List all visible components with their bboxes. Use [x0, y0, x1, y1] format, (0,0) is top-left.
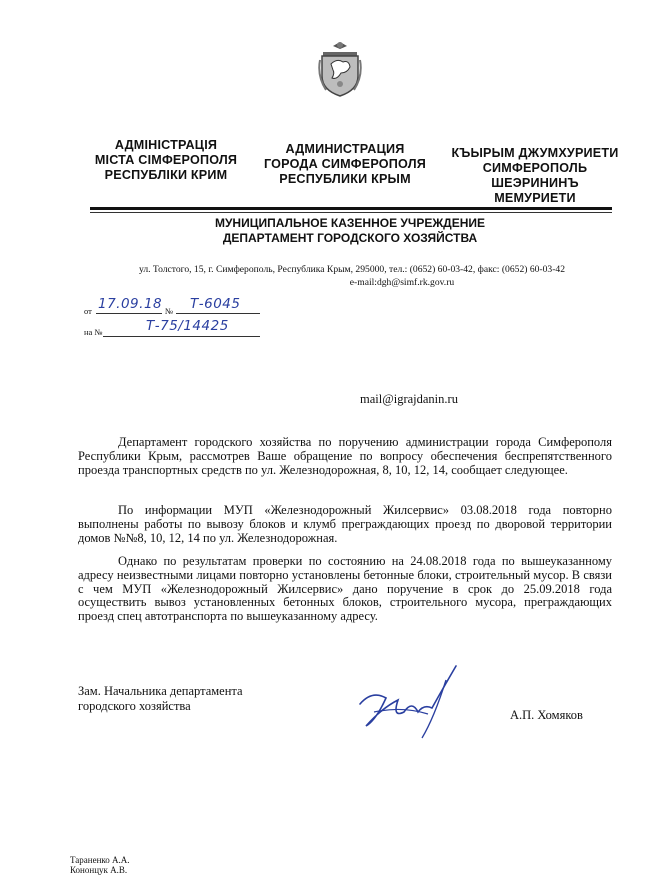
header-divider [90, 207, 612, 210]
paragraph-3 [78, 555, 612, 624]
header-crimean-tatar [440, 146, 630, 206]
header-ua-line: РЕСПУБЛІКИ КРИМ [104, 168, 228, 182]
executor-line: Кононцук А.В. [70, 865, 128, 875]
institution-line-2: ДЕПАРТАМЕНТ ГОРОДСКОГО ХОЗЯЙСТВА [222, 230, 478, 245]
institution-line-1: МУНИЦИПАЛЬНОЕ КАЗЕННОЕ УЧРЕЖДЕНИЕ [214, 216, 486, 230]
header-ua-line: МІСТА СІМФЕРОПОЛЯ [94, 153, 238, 167]
address-block [92, 264, 612, 289]
signatory-title-line-1: Зам. Начальника департамента [78, 684, 243, 698]
paragraph-3-text: Однако по результатам проверки по состоянию на 24.08.2018 года по вышеуказанному адресу неизвестными лицами повторно установлены бетонные блоки, строительный мусор. В связи с чем МУП «Железнодорожный Жилсервис» дано поручение в срок до 25.09.2018 года осуществить вывоз установленных бетонных блоков, строительного мусора, преграждающих проезд спец автотранспорта по вышеуказанному адресу. [78, 554, 612, 624]
signatory-title-line-2: городского хозяйства [78, 699, 191, 713]
institution-name [160, 216, 540, 245]
header-russian [250, 142, 440, 187]
header-ru-line: АДМИНИСТРАЦИЯ [285, 142, 405, 156]
registration-on-line [103, 336, 260, 337]
header-crh-line: МЕМУРИЕТИ [494, 191, 576, 205]
header-ukrainian [76, 138, 256, 183]
registration-date: 17.09.18 [98, 296, 163, 312]
registration-on-number: Т-75/14425 [146, 318, 229, 334]
paragraph-1-text: Департамент городского хозяйства по поручению администрации города Симферополя Республики Крым, рассмотрев Ваше обращение по вопросу обеспечения беспрепятственного проезда транспортных средств по ул. Железнодорожная, 8, 10, 12, 14, сообщает следующее. [78, 435, 612, 477]
executors [70, 855, 130, 875]
recipient-email: mail@igrajdanin.ru [360, 392, 458, 406]
signatory-title [78, 684, 243, 714]
email-line: e-mail:dgh@simf.rk.gov.ru [349, 276, 455, 288]
registration-on-label: на № [84, 327, 103, 337]
address-line: ул. Толстого, 15, г. Симферополь, Республика Крым, 295000, тел.: (0652) 60-03-42, факс: (0652) 60-03-42 [138, 264, 566, 275]
signatory-name: А.П. Хомяков [510, 708, 583, 722]
header-crh-line: КЪЫРЫМ ДЖУМХУРИЕТИ [451, 146, 619, 160]
registration-number: Т-6045 [190, 296, 241, 312]
paragraph-1 [78, 436, 612, 477]
header-ru-line: ГОРОДА СИМФЕРОПОЛЯ [263, 157, 427, 171]
registration-num-label: № [165, 306, 174, 316]
paragraph-2-text: По информации МУП «Железнодорожный Жилсервис» 03.08.2018 года повторно выполнены работы по вывозу блоков и клумб преграждающих проезд по дворовой территории домов №№8, 10, 12, 14 по ул. Железнодорожная. [78, 503, 612, 545]
registration-number-line [176, 313, 260, 314]
registration-from-label: от [84, 306, 92, 316]
header-crh-line: СИМФЕРОПОЛЬ [482, 161, 588, 175]
header-divider-thin [90, 212, 612, 213]
header-ru-line: РЕСПУБЛИКИ КРЫМ [279, 172, 411, 186]
header-crh-line: ШЕЭРИНИНЪ [491, 176, 579, 190]
executor-line: Тараненко А.А. [70, 855, 130, 865]
paragraph-2 [78, 504, 612, 545]
header-ua-line: АДМІНІСТРАЦІЯ [114, 138, 218, 152]
handwritten-signature [352, 660, 482, 740]
registration-date-line [96, 313, 162, 314]
crimea-coat-of-arms-icon [317, 40, 363, 98]
